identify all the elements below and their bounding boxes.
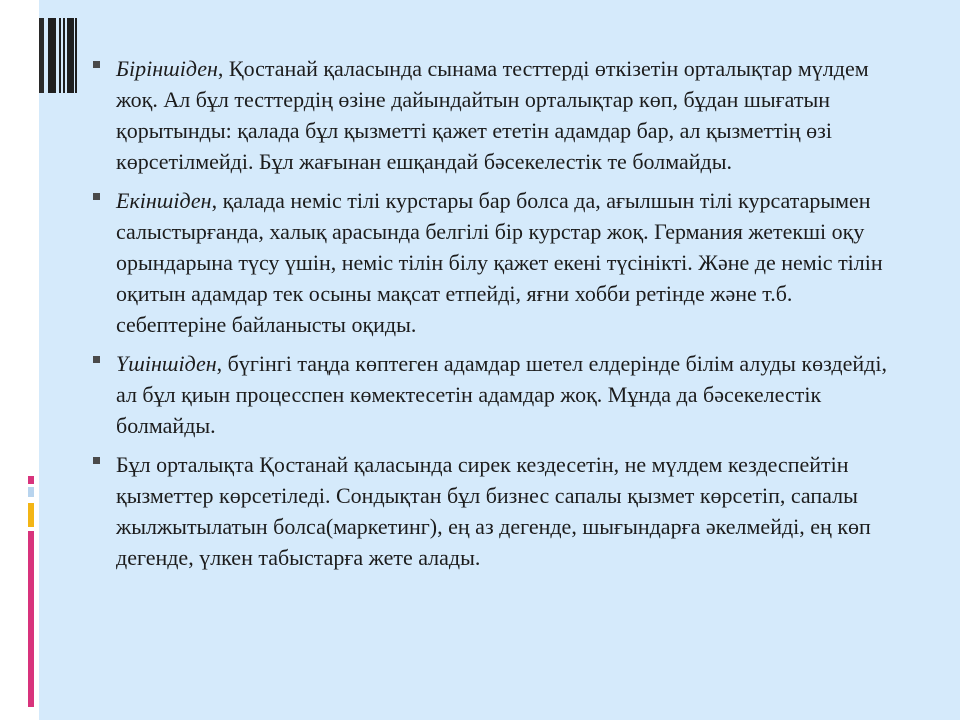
bullet-body: , бүгінгі таңда көптеген адамдар шетел елдерінде білім алуды көздейді, ал бұл қиын процесспен көмектесетін адамдар жоқ. Мұнда да бәсекелестік болмайды.: [116, 351, 887, 438]
decorative-bar: [48, 18, 56, 93]
bullet-text: [116, 53, 903, 177]
bullet-text: [116, 185, 903, 340]
bullet-lead: Екіншіден: [116, 188, 212, 213]
bullet-lead: Үшіншіден: [116, 351, 217, 376]
decorative-bar: [59, 18, 61, 93]
bullet-square-icon: [93, 61, 100, 68]
decorative-accent-bar: [28, 487, 34, 497]
bullet-text: [116, 449, 903, 573]
decorative-accent-bar: [28, 503, 34, 527]
bullet-square-icon: [93, 457, 100, 464]
bullet-item: [93, 53, 903, 177]
decorative-bar: [75, 18, 77, 93]
decorative-bar: [39, 18, 44, 93]
decorative-accent-bar: [28, 476, 34, 484]
decorative-bar: [63, 18, 65, 93]
slide-content: [93, 53, 903, 581]
bullet-text: [116, 348, 903, 441]
bullet-square-icon: [93, 356, 100, 363]
bullet-lead: Біріншіден: [116, 56, 218, 81]
bullet-square-icon: [93, 193, 100, 200]
bullet-item: [93, 185, 903, 340]
decorative-accent-bar: [28, 531, 34, 707]
bullet-body: , Қостанай қаласында сынама тесттерді өткізетін орталықтар мүлдем жоқ. Ал бұл тесттердің өзіне дайындайтын орталықтар көп, бұдан шығатын қорытынды: қалада бұл қызметті қажет ететін адамдар бар, ал қызметтің өзі көрсетілмейді. Бұл жағынан ешқандай бәсекелестік те болмайды.: [116, 56, 869, 174]
bullet-body: , қалада неміс тілі курстары бар болса да, ағылшын тілі курсатарымен салыстырғанда, халық арасында белгілі бір курстар жоқ. Германия жетекші оқу орындарына түсу үшін, неміс тілін білу қажет екені түсінікті. Және де неміс тілін оқитын адамдар тек осыны мақсат етпейді, яғни хобби ретінде және т.б. себептеріне байланысты оқиды.: [116, 188, 883, 337]
decorative-bar: [67, 18, 74, 93]
bullet-item: [93, 348, 903, 441]
bullet-body: Бұл орталықта Қостанай қаласында сирек кездесетін, не мүлдем кездеспейтін қызметтер көрсетіледі. Сондықтан бұл бизнес сапалы қызмет көрсетіп, сапалы жылжытылатын болса(маркетинг), ең аз дегенде, шығындарға әкелмейді, ең көп дегенде, үлкен табыстарға жете алады.: [116, 452, 871, 570]
bullet-item: [93, 449, 903, 573]
